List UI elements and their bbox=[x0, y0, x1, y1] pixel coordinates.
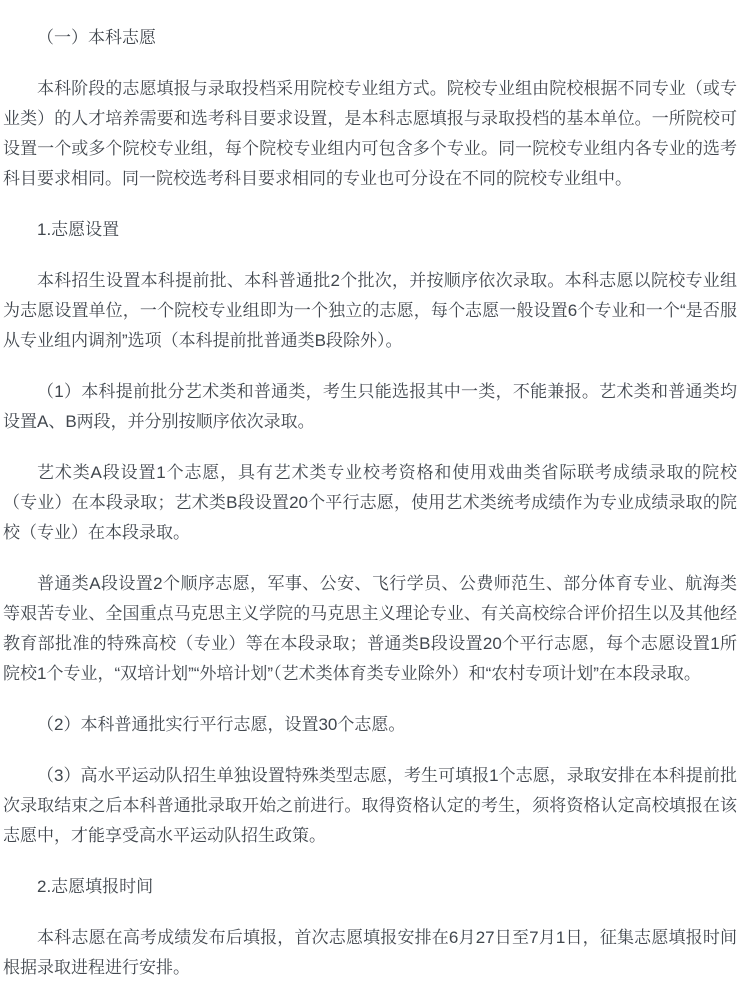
paragraph-tianbao-shijian-anpai: 本科志愿在高考成绩发布后填报，首次志愿填报安排在6月27日至7月1日，征集志愿填报时间根据录取进程进行安排。 bbox=[3, 928, 737, 977]
paragraph-gaoshuiping-yundongdui: （3）高水平运动队招生单独设置特殊类型志愿，考生可填报1个志愿，录取安排在本科提前批次录取结束之后本科普通批录取开始之前进行。取得资格认定的考生，须将资格认定高校填报在该志愿中，才能享受高水平运动队招生政策。 bbox=[3, 766, 737, 845]
paragraph-yishulei-ab-duan: 艺术类A段设置1个志愿，具有艺术类专业校考资格和使用戏曲类省际联考成绩录取的院校（专业）在本段录取；艺术类B段设置20个平行志愿，使用艺术类统考成绩作为专业成绩录取的院校（专业）在本段录取。 bbox=[3, 463, 737, 542]
section-heading-tianbao-shijian: 2.志愿填报时间 bbox=[37, 877, 154, 896]
paragraph-putongpi-pingxing-zhiyuan: （2）本科普通批实行平行志愿，设置30个志愿。 bbox=[37, 715, 406, 734]
section-heading-zhiyuan-shezhi: 1.志愿设置 bbox=[37, 220, 120, 239]
paragraph-yuanxiao-zhuanyezu-intro: 本科阶段的志愿填报与录取投档采用院校专业组方式。院校专业组由院校根据不同专业（或专业类）的人才培养需要和选考科目要求设置，是本科志愿填报与录取投档的基本单位。一所院校可设置一个或多个院校专业组，每个院校专业组内可包含多个专业。同一院校专业组内各专业的选考科目要求相同。同一院校选考科目要求相同的专业也可分设在不同的院校专业组中。 bbox=[3, 79, 737, 188]
section-heading-benke-zhiyuan: （一）本科志愿 bbox=[37, 28, 156, 47]
paragraph-putonglei-ab-duan: 普通类A段设置2个顺序志愿，军事、公安、飞行学员、公费师范生、部分体育专业、航海类等艰苦专业、全国重点马克思主义学院的马克思主义理论专业、有关高校综合评价招生以及其他经教育部批准的特殊高校（专业）等在本段录取；普通类B段设置20个平行志愿，每个志愿设置1所院校1个专业，“双培计划”“外培计划”（艺术类体育类专业除外）和“农村专项计划”在本段录取。 bbox=[3, 574, 737, 683]
paragraph-tiqianpi-fenlei: （1）本科提前批分艺术类和普通类，考生只能选报其中一类，不能兼报。艺术类和普通类均设置A、B两段，并分别按顺序依次录取。 bbox=[3, 382, 737, 431]
paragraph-pici-shezhi: 本科招生设置本科提前批、本科普通批2个批次，并按顺序依次录取。本科志愿以院校专业组为志愿设置单位，一个院校专业组即为一个独立的志愿，每个志愿一般设置6个专业和一个“是否服从专业组内调剂”选项（本科提前批普通类B段除外）。 bbox=[3, 271, 737, 350]
